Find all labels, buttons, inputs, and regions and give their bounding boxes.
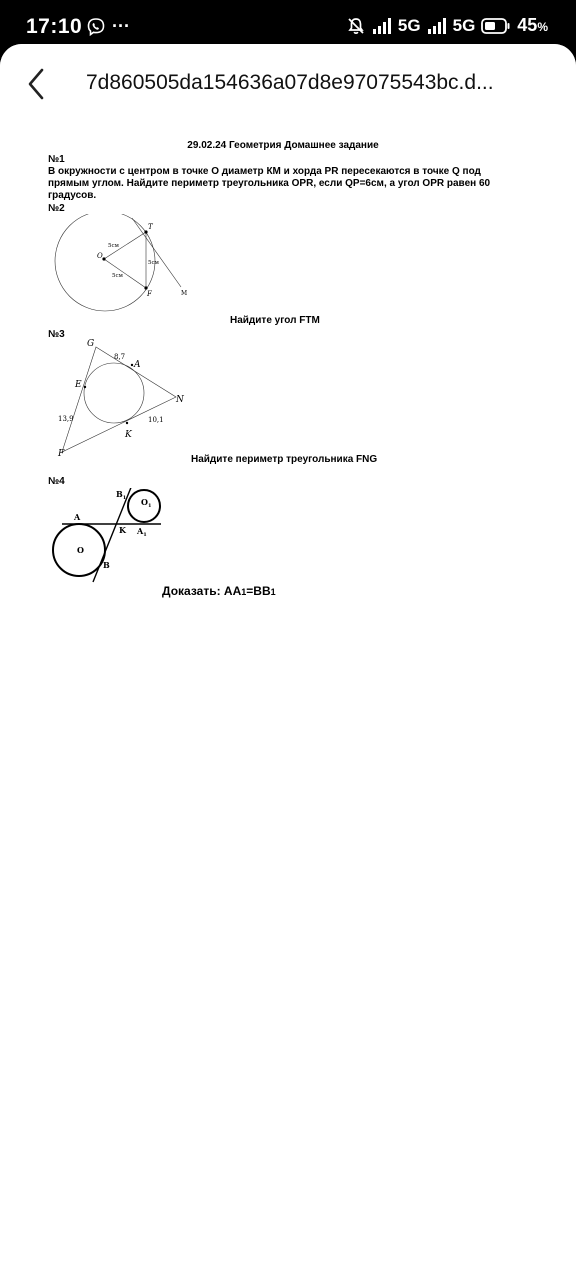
signal-icon (427, 17, 447, 35)
task3-question: Найдите периметр треугольника FNG (191, 454, 378, 465)
task1-line: прямым углом. Найдите периметр треугольника OPR, если QP=6см, а угол OPR равен 60 (48, 178, 491, 189)
line-tm (132, 218, 181, 287)
network-type-2: 5G (452, 15, 476, 35)
label-b1: $B_1$ (116, 489, 127, 501)
label-o1: $O_1$ (141, 497, 152, 509)
top-bar (0, 44, 576, 124)
label-k: K (125, 430, 132, 440)
status-bar (0, 0, 576, 46)
signal-icon (372, 17, 392, 35)
segment-of (104, 259, 146, 288)
label-length: 5см (108, 243, 119, 249)
circle (55, 214, 155, 311)
task2-question: Найдите угол FTM (230, 315, 320, 326)
label-a: A (74, 512, 81, 522)
task3-number: №3 (48, 329, 65, 340)
label-b: B (103, 560, 110, 570)
mute-bell-icon (346, 16, 366, 36)
label-e: E (75, 380, 82, 390)
point-k (126, 422, 128, 424)
status-right-icons (346, 15, 548, 36)
label-length: 8,7 (114, 353, 126, 361)
status-left-icons (86, 16, 130, 37)
more-indicator: ··· (112, 16, 130, 36)
task1-line: градусов. (48, 190, 97, 201)
label-k: K (119, 525, 126, 535)
document-viewer (0, 44, 576, 1280)
document-heading: 29.02.24 Геометрия Домашнее задание (187, 140, 379, 151)
label-o: O (77, 545, 84, 555)
label-g: G (87, 339, 95, 349)
point-e (84, 386, 86, 388)
point-o (102, 257, 105, 260)
label-length: 13,9 (58, 415, 74, 423)
label-t: T (148, 223, 153, 231)
network-type-1: 5G (397, 15, 421, 35)
inscribed-circle (84, 363, 144, 423)
task4-number: №4 (48, 476, 65, 487)
label-length: 10,1 (148, 416, 164, 424)
label-f: F (147, 290, 152, 298)
task4-figure (48, 488, 168, 588)
task1-line: В окружности с центром в точке О диаметр КМ и хорда PR пересекаются в точке Q под (48, 166, 481, 177)
task3-figure (48, 336, 198, 456)
document-page[interactable] (0, 126, 576, 1280)
status-time: 17:10 (26, 15, 83, 38)
point-a (131, 364, 133, 366)
task2-figure (48, 214, 198, 314)
task2-number: №2 (48, 203, 65, 214)
battery-icon (481, 17, 511, 35)
label-m: M (181, 290, 188, 297)
battery-percent: 45% (517, 15, 548, 35)
task1-number: №1 (48, 154, 65, 165)
back-arrow-icon[interactable] (22, 64, 54, 104)
label-o: O (97, 252, 103, 260)
label-length: 5см (148, 260, 159, 266)
label-a: A (134, 360, 141, 370)
triangle-fng (62, 347, 176, 452)
viber-icon (86, 17, 106, 37)
label-f: F (58, 449, 65, 456)
label-a1: $A_1$ (137, 526, 147, 538)
file-title: 7d860505da154636a07d8e97075543bc.d... (86, 71, 494, 94)
label-length: 5см (112, 273, 123, 279)
task4-prove: Доказать: AA1=BB1 (162, 584, 276, 598)
label-n: N (176, 395, 184, 405)
